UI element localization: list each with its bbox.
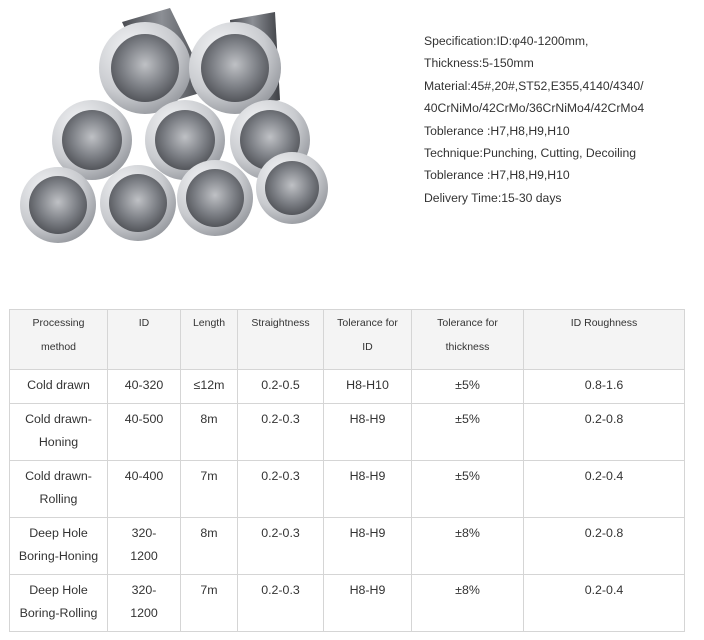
table-cell: 0.2-0.3 [238, 575, 324, 632]
table-cell: 0.8-1.6 [524, 370, 685, 404]
spec-material: Material:45#,20#,ST52,E355,4140/4340/ [424, 78, 644, 93]
spec-specification: Specification:ID:φ40-1200mm, [424, 34, 589, 48]
processing-table [9, 309, 685, 632]
tube-group [20, 8, 328, 243]
table-row [10, 370, 685, 404]
table-cell: ±8% [412, 518, 524, 575]
table-cell: Deep Hole Boring-Honing [10, 518, 108, 575]
table-cell: 0.2-0.3 [238, 518, 324, 575]
col-header: ID [108, 310, 181, 370]
table-cell: 7m [181, 575, 238, 632]
spec-delivery-time: Delivery Time:15-30 days [424, 190, 562, 205]
table-cell: 320- 1200 [108, 518, 181, 575]
table-cell: 0.2-0.5 [238, 370, 324, 404]
table-cell: 0.2-0.3 [238, 404, 324, 461]
table-cell: Cold drawn- Honing [10, 404, 108, 461]
table-cell: Cold drawn- Rolling [10, 461, 108, 518]
table-cell: 40-400 [108, 461, 181, 518]
col-header: Processing method [10, 310, 108, 370]
table-cell: H8-H9 [324, 518, 412, 575]
table-row [10, 461, 685, 518]
table-cell: 40-320 [108, 370, 181, 404]
table-row [10, 518, 685, 575]
spec-tolerance-2: Toblerance :H7,H8,H9,H10 [424, 168, 570, 183]
steel-tubes-image [10, 0, 340, 245]
spec-tolerance: Toblerance :H7,H8,H9,H10 [424, 123, 570, 138]
table-cell: ±5% [412, 370, 524, 404]
table-cell: 0.2-0.8 [524, 404, 685, 461]
table-cell: ±5% [412, 404, 524, 461]
table-cell: Deep Hole Boring-Rolling [10, 575, 108, 632]
table-cell: 0.2-0.4 [524, 461, 685, 518]
col-header: ID Roughness [524, 310, 685, 370]
spec-material-cont: 40CrNiMo/42CrMo/36CrNiMo4/42CrMo4 [424, 101, 645, 116]
table-cell: 40-500 [108, 404, 181, 461]
table-cell: H8-H10 [324, 370, 412, 404]
col-header: Tolerance for thickness [412, 310, 524, 370]
col-header: Length [181, 310, 238, 370]
table-cell: ≤12m [181, 370, 238, 404]
table-cell: ±8% [412, 575, 524, 632]
table-cell: 0.2-0.4 [524, 575, 685, 632]
table-cell: 0.2-0.3 [238, 461, 324, 518]
table-cell: 0.2-0.8 [524, 518, 685, 575]
table-cell: H8-H9 [324, 461, 412, 518]
table-row [10, 404, 685, 461]
specification-list [424, 30, 700, 209]
table-row [10, 575, 685, 632]
spec-thickness: Thickness:5-150mm [424, 56, 534, 71]
table-cell: 8m [181, 518, 238, 575]
table-cell: 8m [181, 404, 238, 461]
col-header: Tolerance for ID [324, 310, 412, 370]
table-cell: H8-H9 [324, 404, 412, 461]
table-cell: Cold drawn [10, 370, 108, 404]
spec-technique: Technique:Punching, Cutting, Decoiling [424, 146, 637, 161]
table-cell: ±5% [412, 461, 524, 518]
table-cell: 320- 1200 [108, 575, 181, 632]
table-cell: 7m [181, 461, 238, 518]
table-header-row [10, 310, 685, 370]
col-header: Straightness [238, 310, 324, 370]
table-cell: H8-H9 [324, 575, 412, 632]
